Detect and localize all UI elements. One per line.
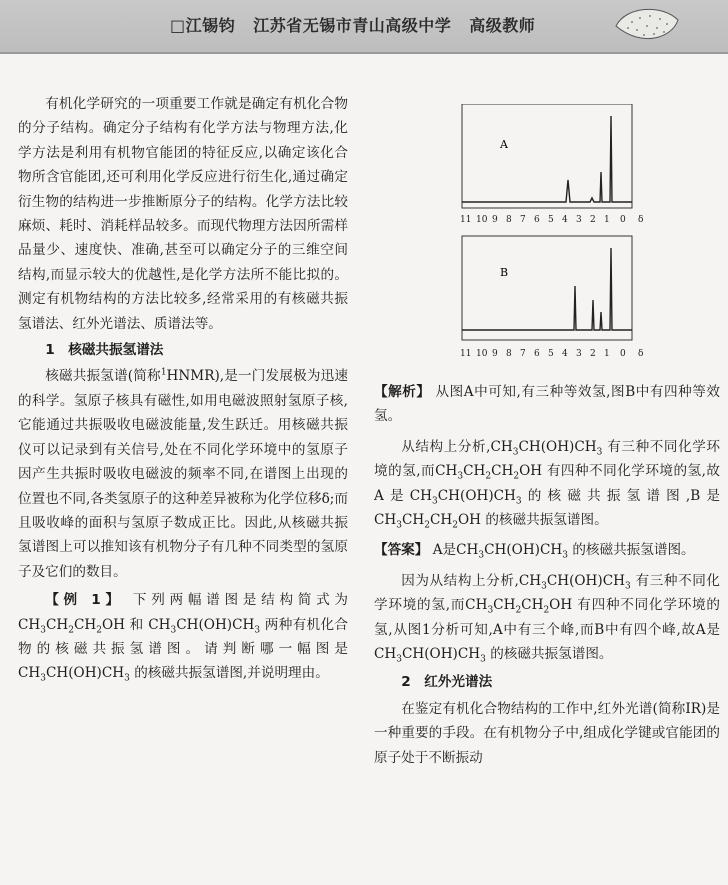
svg-text:δ: δ [638, 349, 644, 359]
intro-paragraph: 有机化学研究的一项重要工作就是确定有机化合物的分子结构。确定分子结构有化学方法与物理方法,化学方法是利用有机物官能团的特征反应,以确定该化合物所含官能团,还可利用化学反应进行衍生化,通过确定衍生物的结构进一步推断原分子的结构。化学方法比较麻烦、耗时、消耗样品较多。而现代物理方法因所需样品量少、速度快、准确,甚至可以确定分子的三维空间结构,而显示较大的优越性,是化学方法所不能比拟的。测定有机物结构的方法比较多,经常采用的有核磁共振氢谱法、红外光谱法、质谱法等。 [18, 96, 348, 332]
author-title: 高级教师 [469, 16, 536, 35]
svg-text:2: 2 [590, 349, 596, 359]
svg-text:7: 7 [520, 215, 526, 225]
author-name: □江锡钧 [170, 16, 236, 35]
svg-text:8: 8 [506, 215, 512, 225]
analysis-label: 【解析】 [374, 384, 431, 400]
svg-text:1: 1 [604, 349, 610, 359]
svg-text:9: 9 [492, 215, 498, 225]
svg-text:1: 1 [604, 215, 610, 225]
spectrum-b-axis [460, 349, 643, 359]
structure-analysis-paragraph: 从结构上分析$,CH_3CH(OH)CH_3$ 有三种不同化学环境的氢,而$CH_3CH_2CH_2OH$ 有四种不同化学环境的氢,故A是$CH_3CH(OH)CH_3$的核磁共振氢谱图,B是$CH_3CH_2CH_2OH$ 的核磁共振氢谱图。 [374, 438, 721, 531]
spectrum-b-label: B [500, 266, 509, 279]
answer-paragraph: 【答案】 A是$CH_3CH(OH)CH_3$ 的核磁共振氢谱图。 [374, 542, 695, 562]
right-column [374, 380, 720, 770]
svg-text:9: 9 [492, 349, 498, 359]
spectrum-a [460, 104, 643, 225]
svg-text:6: 6 [534, 349, 540, 359]
svg-text:11: 11 [460, 349, 472, 359]
answer-label: 【答案】 [374, 542, 429, 559]
svg-text:10: 10 [476, 349, 488, 359]
svg-text:7: 7 [520, 349, 526, 359]
section-1-heading: 1 核磁共振氢谱法 [45, 342, 164, 359]
spectrum-a-axis [460, 215, 643, 225]
section-2-heading: 2 红外光谱法 [401, 674, 493, 691]
analysis-paragraph: 【解析】 从图A中可知,有三种等效氢,图B中有四种等效氢。 [374, 384, 721, 425]
nmr-spectra-figure [440, 104, 670, 364]
svg-text:11: 11 [460, 215, 472, 225]
svg-text:0: 0 [620, 215, 626, 225]
svg-text:5: 5 [548, 215, 554, 225]
page-header [0, 0, 728, 54]
svg-text:10: 10 [476, 215, 488, 225]
section-1-paragraph: 核磁共振氢谱(简称$^1$HNMR),是一门发展极为迅速的科学。氢原子核具有磁性,如用电磁波照射氢原子核,它能通过共振吸收电磁波能量,发生跃迁。用核磁共振仪可以记录到有关信号,处在不同化学环境中的氢原子因产生共振时吸收电磁波的频率不同,在谱图上出现的位置也不同,各类氢原子的这种差异被称为化学位移δ;而且吸收峰的面积与氢原子数成正比。因此,从核磁共振氢谱图上可以推知该有机物分子有几种不同类型的氢原子及它们的数目。 [18, 367, 348, 580]
leaf-decoration-icon [612, 4, 682, 46]
svg-text:0: 0 [620, 349, 626, 359]
spectrum-a-label: A [500, 138, 508, 151]
reasoning-paragraph: 因为从结构上分析$,CH_3CH(OH)CH_3$ 有三种不同化学环境的氢,而$CH_3CH_2CH_2OH$ 有四种不同化学环境的氢,从图1分析可知,A中有三个峰,而B中有四个峰,故A是$CH_3CH(OH)CH_3$ 的核磁共振氢谱图。 [374, 572, 721, 665]
spectrum-b [460, 236, 643, 359]
svg-text:3: 3 [576, 215, 582, 225]
svg-text:8: 8 [506, 349, 512, 359]
svg-text:6: 6 [534, 215, 540, 225]
left-column [18, 92, 348, 686]
header-byline [170, 13, 547, 36]
example-1-paragraph: 【例 1】 下列两幅谱图是结构简式为$CH_3CH_2CH_2OH$ 和 $CH_3CH(OH)CH_3$ 两种有机化合物的核磁共振氢谱图。请判断哪一幅图是$CH_3CH(OH)CH_3$ 的核磁共振氢谱图,并说明理由。 [18, 592, 349, 685]
example-1-label: 【例 1】 [45, 592, 124, 609]
school-name: 江苏省无锡市青山高级中学 [253, 16, 452, 35]
section-2-paragraph: 在鉴定有机化合物结构的工作中,红外光谱(简称IR)是一种重要的手段。在有机物分子中,组成化学键或官能团的原子处于不断振动 [374, 700, 720, 766]
svg-text:5: 5 [548, 349, 554, 359]
svg-text:δ: δ [638, 215, 644, 225]
svg-text:4: 4 [562, 215, 568, 225]
svg-text:4: 4 [562, 349, 568, 359]
svg-text:2: 2 [590, 215, 596, 225]
svg-text:3: 3 [576, 349, 582, 359]
